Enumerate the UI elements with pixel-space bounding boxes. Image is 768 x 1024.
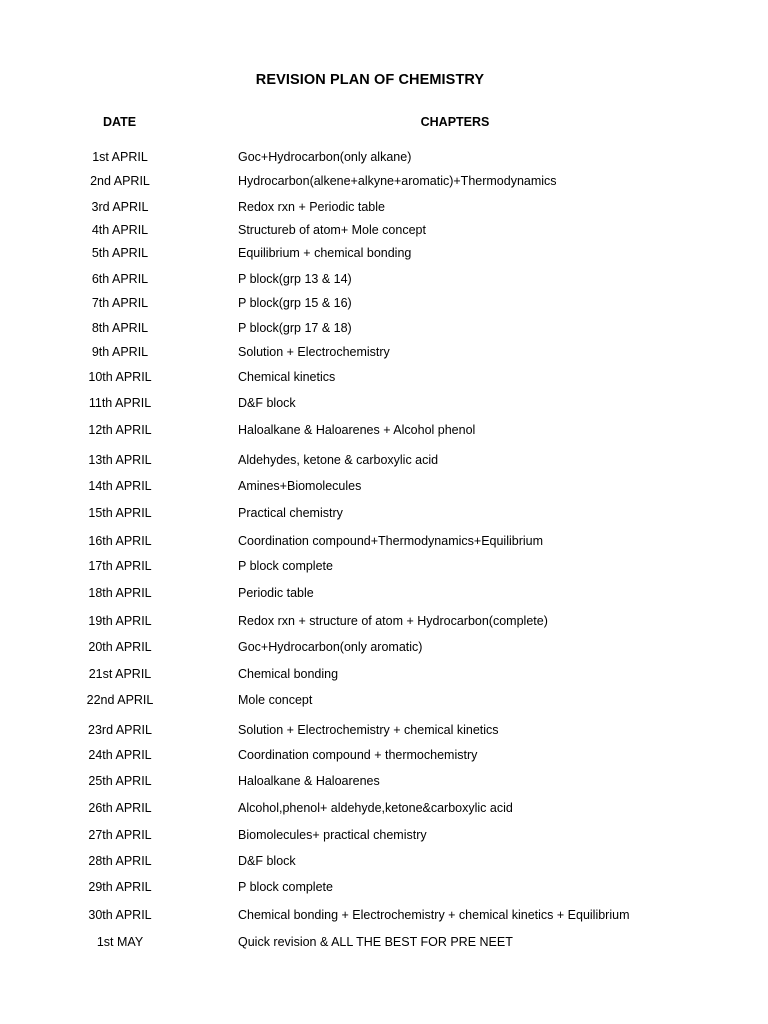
row-chapter: Periodic table — [238, 586, 314, 600]
row-chapter: Structureb of atom+ Mole concept — [238, 223, 426, 237]
row-date: 28th APRIL — [88, 854, 152, 868]
row-chapter: Biomolecules+ practical chemistry — [238, 828, 427, 842]
row-date: 15th APRIL — [88, 506, 152, 520]
row-date: 5th APRIL — [91, 246, 149, 260]
table-row — [0, 665, 768, 683]
row-date: 13th APRIL — [88, 453, 152, 467]
table-row — [0, 294, 768, 312]
table-row — [0, 394, 768, 412]
row-chapter: Practical chemistry — [238, 506, 343, 520]
row-chapter: P block complete — [238, 880, 333, 894]
table-row — [0, 319, 768, 337]
row-date: 24th APRIL — [88, 748, 152, 762]
table-row — [0, 721, 768, 739]
row-date: 21st APRIL — [88, 667, 152, 681]
table-row — [0, 504, 768, 522]
row-chapter: Coordination compound + thermochemistry — [238, 748, 478, 762]
table-row — [0, 878, 768, 896]
table-row — [0, 638, 768, 656]
page-title: REVISION PLAN OF CHEMISTRY — [255, 72, 485, 88]
table-row — [0, 172, 768, 190]
row-date: 1st APRIL — [92, 150, 148, 164]
chapters-column-header: CHAPTERS — [420, 115, 490, 129]
date-column-header: DATE — [103, 115, 137, 129]
row-chapter: Mole concept — [238, 693, 313, 707]
row-date: 26th APRIL — [88, 801, 152, 815]
row-chapter: Chemical kinetics — [238, 370, 336, 384]
row-date: 4th APRIL — [91, 223, 149, 237]
row-date: 6th APRIL — [91, 272, 149, 286]
row-chapter: Chemical bonding + Electrochemistry + chemical kinetics + Equilibrium — [238, 908, 630, 922]
row-chapter: Redox rxn + Periodic table — [238, 200, 385, 214]
table-row — [0, 584, 768, 602]
row-chapter: Aldehydes, ketone & carboxylic acid — [238, 453, 439, 467]
row-chapter: Haloalkane & Haloarenes + Alcohol phenol — [238, 423, 476, 437]
table-row — [0, 477, 768, 495]
row-date: 16th APRIL — [88, 534, 152, 548]
row-date: 27th APRIL — [88, 828, 152, 842]
row-chapter: Solution + Electrochemistry — [238, 345, 390, 359]
row-date: 25th APRIL — [88, 774, 152, 788]
row-date: 14th APRIL — [88, 479, 152, 493]
row-chapter: Redox rxn + structure of atom + Hydrocarbon(complete) — [238, 614, 548, 628]
table-row — [0, 799, 768, 817]
table-row — [0, 612, 768, 630]
table-row — [0, 421, 768, 439]
row-date: 7th APRIL — [91, 296, 149, 310]
row-date: 10th APRIL — [88, 370, 152, 384]
table-row — [0, 746, 768, 764]
row-date: 23rd APRIL — [88, 723, 152, 737]
row-date: 17th APRIL — [88, 559, 152, 573]
row-chapter: Amines+Biomolecules — [238, 479, 362, 493]
row-date: 3rd APRIL — [91, 200, 149, 214]
row-chapter: Coordination compound+Thermodynamics+Equilibrium — [238, 534, 544, 548]
row-chapter: Haloalkane & Haloarenes — [238, 774, 380, 788]
row-date: 30th APRIL — [88, 908, 152, 922]
table-row — [0, 368, 768, 386]
row-date: 22nd APRIL — [86, 693, 154, 707]
row-date: 19th APRIL — [88, 614, 152, 628]
row-chapter: Chemical bonding — [238, 667, 339, 681]
row-date: 18th APRIL — [88, 586, 152, 600]
row-chapter: P block complete — [238, 559, 333, 573]
table-row — [0, 691, 768, 709]
table-row — [0, 532, 768, 550]
table-row — [0, 148, 768, 166]
row-chapter: P block(grp 17 & 18) — [238, 321, 352, 335]
row-chapter: Alcohol,phenol+ aldehyde,ketone&carboxylic acid — [238, 801, 513, 815]
row-chapter: Solution + Electrochemistry + chemical kinetics — [238, 723, 499, 737]
row-chapter: D&F block — [238, 854, 296, 868]
row-date: 1st MAY — [96, 935, 144, 949]
row-chapter: Goc+Hydrocarbon(only alkane) — [238, 150, 412, 164]
row-date: 12th APRIL — [88, 423, 152, 437]
table-row — [0, 906, 768, 924]
table-row — [0, 852, 768, 870]
table-row — [0, 270, 768, 288]
table-row — [0, 826, 768, 844]
row-chapter: P block(grp 15 & 16) — [238, 296, 352, 310]
row-date: 29th APRIL — [88, 880, 152, 894]
row-chapter: Hydrocarbon(alkene+alkyne+aromatic)+Thermodynamics — [238, 174, 557, 188]
table-row — [0, 198, 768, 216]
row-chapter: Quick revision & ALL THE BEST FOR PRE NEET — [238, 935, 513, 949]
table-row — [0, 221, 768, 239]
table-row — [0, 933, 768, 951]
table-row — [0, 772, 768, 790]
table-row — [0, 343, 768, 361]
row-date: 2nd APRIL — [90, 174, 150, 188]
table-row — [0, 451, 768, 469]
row-chapter: Equilibrium + chemical bonding — [238, 246, 412, 260]
row-date: 11th APRIL — [88, 396, 152, 410]
row-chapter: Goc+Hydrocarbon(only aromatic) — [238, 640, 423, 654]
row-chapter: D&F block — [238, 396, 296, 410]
table-row — [0, 557, 768, 575]
row-chapter: P block(grp 13 & 14) — [238, 272, 352, 286]
table-row — [0, 244, 768, 262]
row-date: 9th APRIL — [91, 345, 149, 359]
row-date: 20th APRIL — [88, 640, 152, 654]
row-date: 8th APRIL — [91, 321, 149, 335]
